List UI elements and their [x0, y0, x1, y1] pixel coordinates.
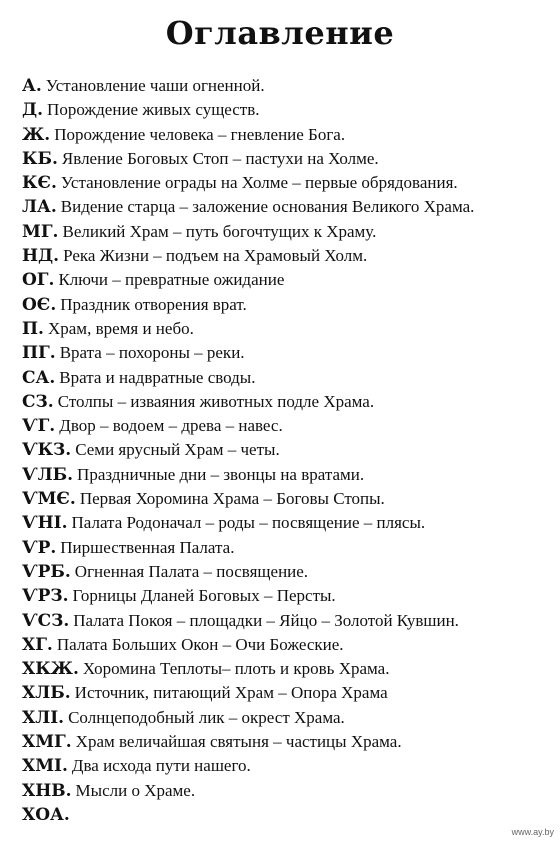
toc-entry-text: Столпы – изваяния животных подле Храма. [57, 391, 375, 411]
toc-entry [22, 584, 557, 608]
toc-entry-text: Явление Боговых Стоп – пастухи на Холме. [61, 148, 379, 168]
toc-entry-text: Двор – водоем – древа – навес. [59, 416, 283, 436]
toc-entry-number: ѴГ. [22, 416, 56, 437]
toc-entry [22, 244, 557, 268]
toc-entry-number: ѴРЗ. [22, 586, 69, 607]
toc-entry-number: ѴКЗ. [22, 440, 72, 461]
toc-entry-text: Солнцеподобный лик – окрест Храма. [68, 707, 345, 727]
toc-entry-number: ѴНІ. [22, 513, 68, 534]
toc-entry [22, 293, 557, 317]
toc-entry [22, 633, 557, 657]
toc-entry-number: ХГ. [22, 634, 53, 655]
toc-entry-text: Порождение живых существ. [47, 100, 260, 120]
toc-entry [22, 123, 557, 147]
toc-entry [22, 268, 557, 292]
toc-entry [22, 438, 557, 462]
toc-entry-number: КЄ. [22, 173, 57, 194]
toc-entry [22, 171, 557, 195]
toc-entry [22, 220, 557, 244]
toc-entry-number: ѴР. [22, 537, 57, 558]
watermark-text: www.ay.by [511, 827, 554, 837]
toc-entry [22, 487, 557, 511]
toc-entry [22, 803, 557, 827]
toc-entry-text: Мысли о Храме. [75, 780, 196, 800]
toc-entry-number: СЗ. [22, 391, 54, 412]
toc-entry-text: Палата Покоя – площадки – Яйцо – Золотой Кувшин. [73, 610, 459, 630]
toc-entry-text: Хоромина Теплоты– плоть и кровь Храма. [82, 659, 390, 679]
toc-entry [22, 536, 557, 560]
toc-entry-text: Семи ярусный Храм – четы. [75, 440, 280, 460]
toc-entry [22, 463, 557, 487]
toc-entry-number: ХОА. [22, 804, 70, 825]
toc-entry [22, 366, 557, 390]
toc-entry-number: ХНВ. [22, 780, 72, 801]
toc-entry [22, 147, 557, 171]
toc-entry-number: ХЛБ. [22, 683, 71, 704]
toc-entry-text: Храм величайшая святыня – частицы Храма. [75, 732, 402, 752]
toc-entry-number: ѴЛБ. [22, 464, 74, 485]
toc-entry [22, 779, 557, 803]
toc-entry [22, 74, 557, 98]
toc-entry-text: Праздник отворения врат. [60, 294, 247, 314]
toc-entry [22, 341, 557, 365]
toc-entry-text: Великий Храм – путь богочтущих к Храму. [62, 221, 377, 241]
toc-entry [22, 754, 557, 778]
toc-entry [22, 511, 557, 535]
toc-entry-text: Видение старца – заложение основания Великого Храма. [60, 197, 475, 217]
toc-entry-text: Ключи – превратные ожидание [58, 270, 285, 290]
toc-entry [22, 560, 557, 584]
toc-entry-text: Праздничные дни – звонцы на вратами. [77, 464, 365, 484]
page-title: Оглавление [165, 14, 395, 52]
toc-entry-number: П. [22, 318, 44, 339]
toc-entry-text: Пиршественная Палата. [60, 537, 235, 557]
toc-entry-text: Храм, время и небо. [47, 318, 194, 338]
toc-entry-number: НД. [22, 246, 60, 267]
toc-entry-number: ѴСЗ. [22, 610, 70, 631]
toc-entry [22, 317, 557, 341]
toc-entry [22, 414, 557, 438]
toc-entry [22, 681, 557, 705]
toc-entry [22, 98, 557, 122]
toc-entry-text: Установление чаши огненной. [45, 76, 265, 95]
toc-entry-number: ПГ. [22, 343, 56, 364]
toc-entry-number: СА. [22, 367, 56, 388]
toc-entry-number: ЛА. [22, 197, 57, 218]
toc-entry-text: Огненная Палата – посвящение. [74, 561, 309, 581]
toc-entry-text: Порождение человека – гневление Бога. [54, 124, 346, 144]
toc-entry-text: Врата и надвратные своды. [59, 367, 256, 387]
toc-entry-number: ХМГ. [22, 732, 72, 753]
toc-entry [22, 730, 557, 754]
toc-entry-text: Горницы Дланей Боговых – Персты. [72, 586, 336, 606]
toc-entry-text: Врата – похороны – реки. [59, 343, 245, 363]
toc-entry-text: Палата Родоначал – роды – посвящение – плясы. [71, 513, 426, 533]
toc-entry-number: ХМІ. [22, 756, 68, 777]
toc-entry-number: ѴРБ. [22, 561, 71, 582]
toc-entry-number: МГ. [22, 221, 59, 242]
toc-entry-number: ХКЖ. [22, 659, 79, 680]
toc-entry [22, 657, 557, 681]
toc-entry-number: Ж. [22, 124, 51, 145]
toc-list [22, 74, 557, 827]
toc-entry [22, 390, 557, 414]
toc-entry-number: Д. [22, 100, 44, 121]
toc-entry-text: Первая Хоромина Храма – Боговы Стопы. [79, 489, 385, 509]
toc-entry-number: КБ. [22, 148, 58, 169]
toc-entry-number: А. [22, 76, 42, 96]
toc-entry-number: ОГ. [22, 270, 55, 291]
toc-entry-number: ХЛІ. [22, 707, 65, 728]
toc-entry-text: Два исхода пути нашего. [71, 756, 251, 776]
toc-entry-text: Палата Больших Окон – Очи Божеские. [56, 634, 344, 654]
toc-entry-text: Установление ограды на Холме – первые обрядования. [60, 173, 458, 193]
toc-entry-number: ѴМЄ. [22, 489, 76, 510]
toc-entry [22, 609, 557, 633]
toc-entry-text: Источник, питающий Храм – Опора Храма [74, 683, 388, 703]
toc-entry-number: ОЄ. [22, 294, 57, 315]
toc-entry-text: Река Жизни – подъем на Храмовый Холм. [63, 246, 368, 266]
toc-entry [22, 706, 557, 730]
toc-entry [22, 195, 557, 219]
